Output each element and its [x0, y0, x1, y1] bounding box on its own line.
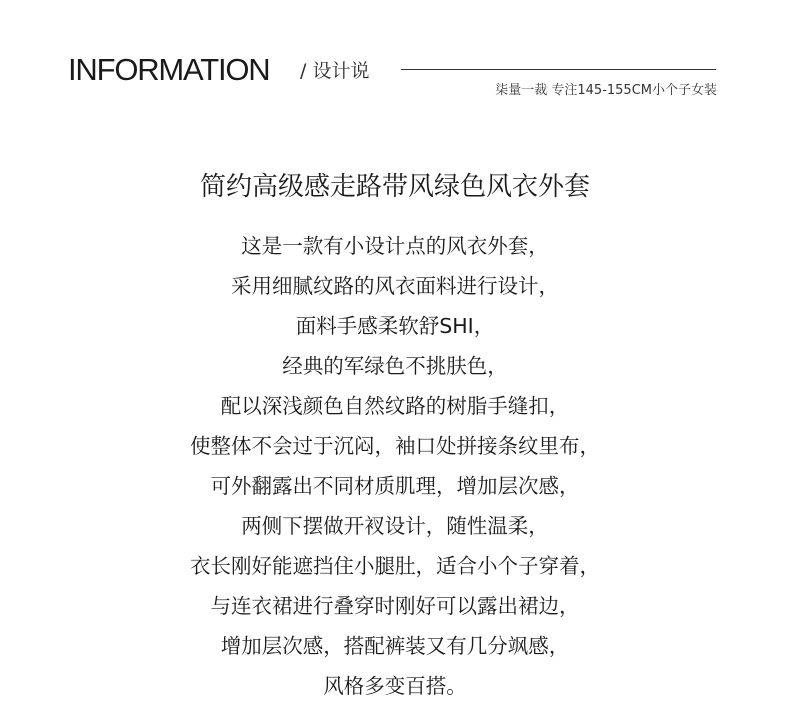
- description-line: 面料手感柔软舒SHI，: [295, 314, 495, 338]
- description-line: 可外翻露出不同材质肌理，增加层次感，: [210, 474, 580, 498]
- description-line: 这是一款有小设计点的风衣外套，: [241, 234, 549, 258]
- description-line: 风格多变百搭。: [323, 674, 467, 698]
- description-line: 增加层次感，搭配裤装又有几分飒感，: [220, 634, 570, 658]
- description-line: 配以深浅颜色自然纹路的树脂手缝扣，: [220, 394, 570, 418]
- product-description: [0, 226, 790, 706]
- description-line: 采用细腻纹路的风衣面料进行设计，: [231, 274, 559, 298]
- description-line: 使整体不会过于沉闷，袖口处拼接条纹里布，: [190, 434, 600, 458]
- description-line: 与连衣裙进行叠穿时刚好可以露出裙边，: [210, 594, 580, 618]
- information-header: [0, 0, 790, 120]
- section-subtitle: / 设计说: [300, 60, 370, 82]
- description-line: 经典的军绿色不挑肤色，: [282, 354, 508, 378]
- section-title: INFORMATION: [68, 52, 270, 87]
- description-line: 两侧下摆做开衩设计，随性温柔，: [241, 514, 549, 538]
- header-divider: [401, 69, 716, 70]
- product-title: 简约高级感走路带风绿色风衣外套: [199, 172, 590, 202]
- description-line: 衣长刚好能遮挡住小腿肚，适合小个子穿着，: [190, 554, 600, 578]
- brand-tagline: 柒量一裁 专注145-155CM小个子女装: [495, 83, 717, 98]
